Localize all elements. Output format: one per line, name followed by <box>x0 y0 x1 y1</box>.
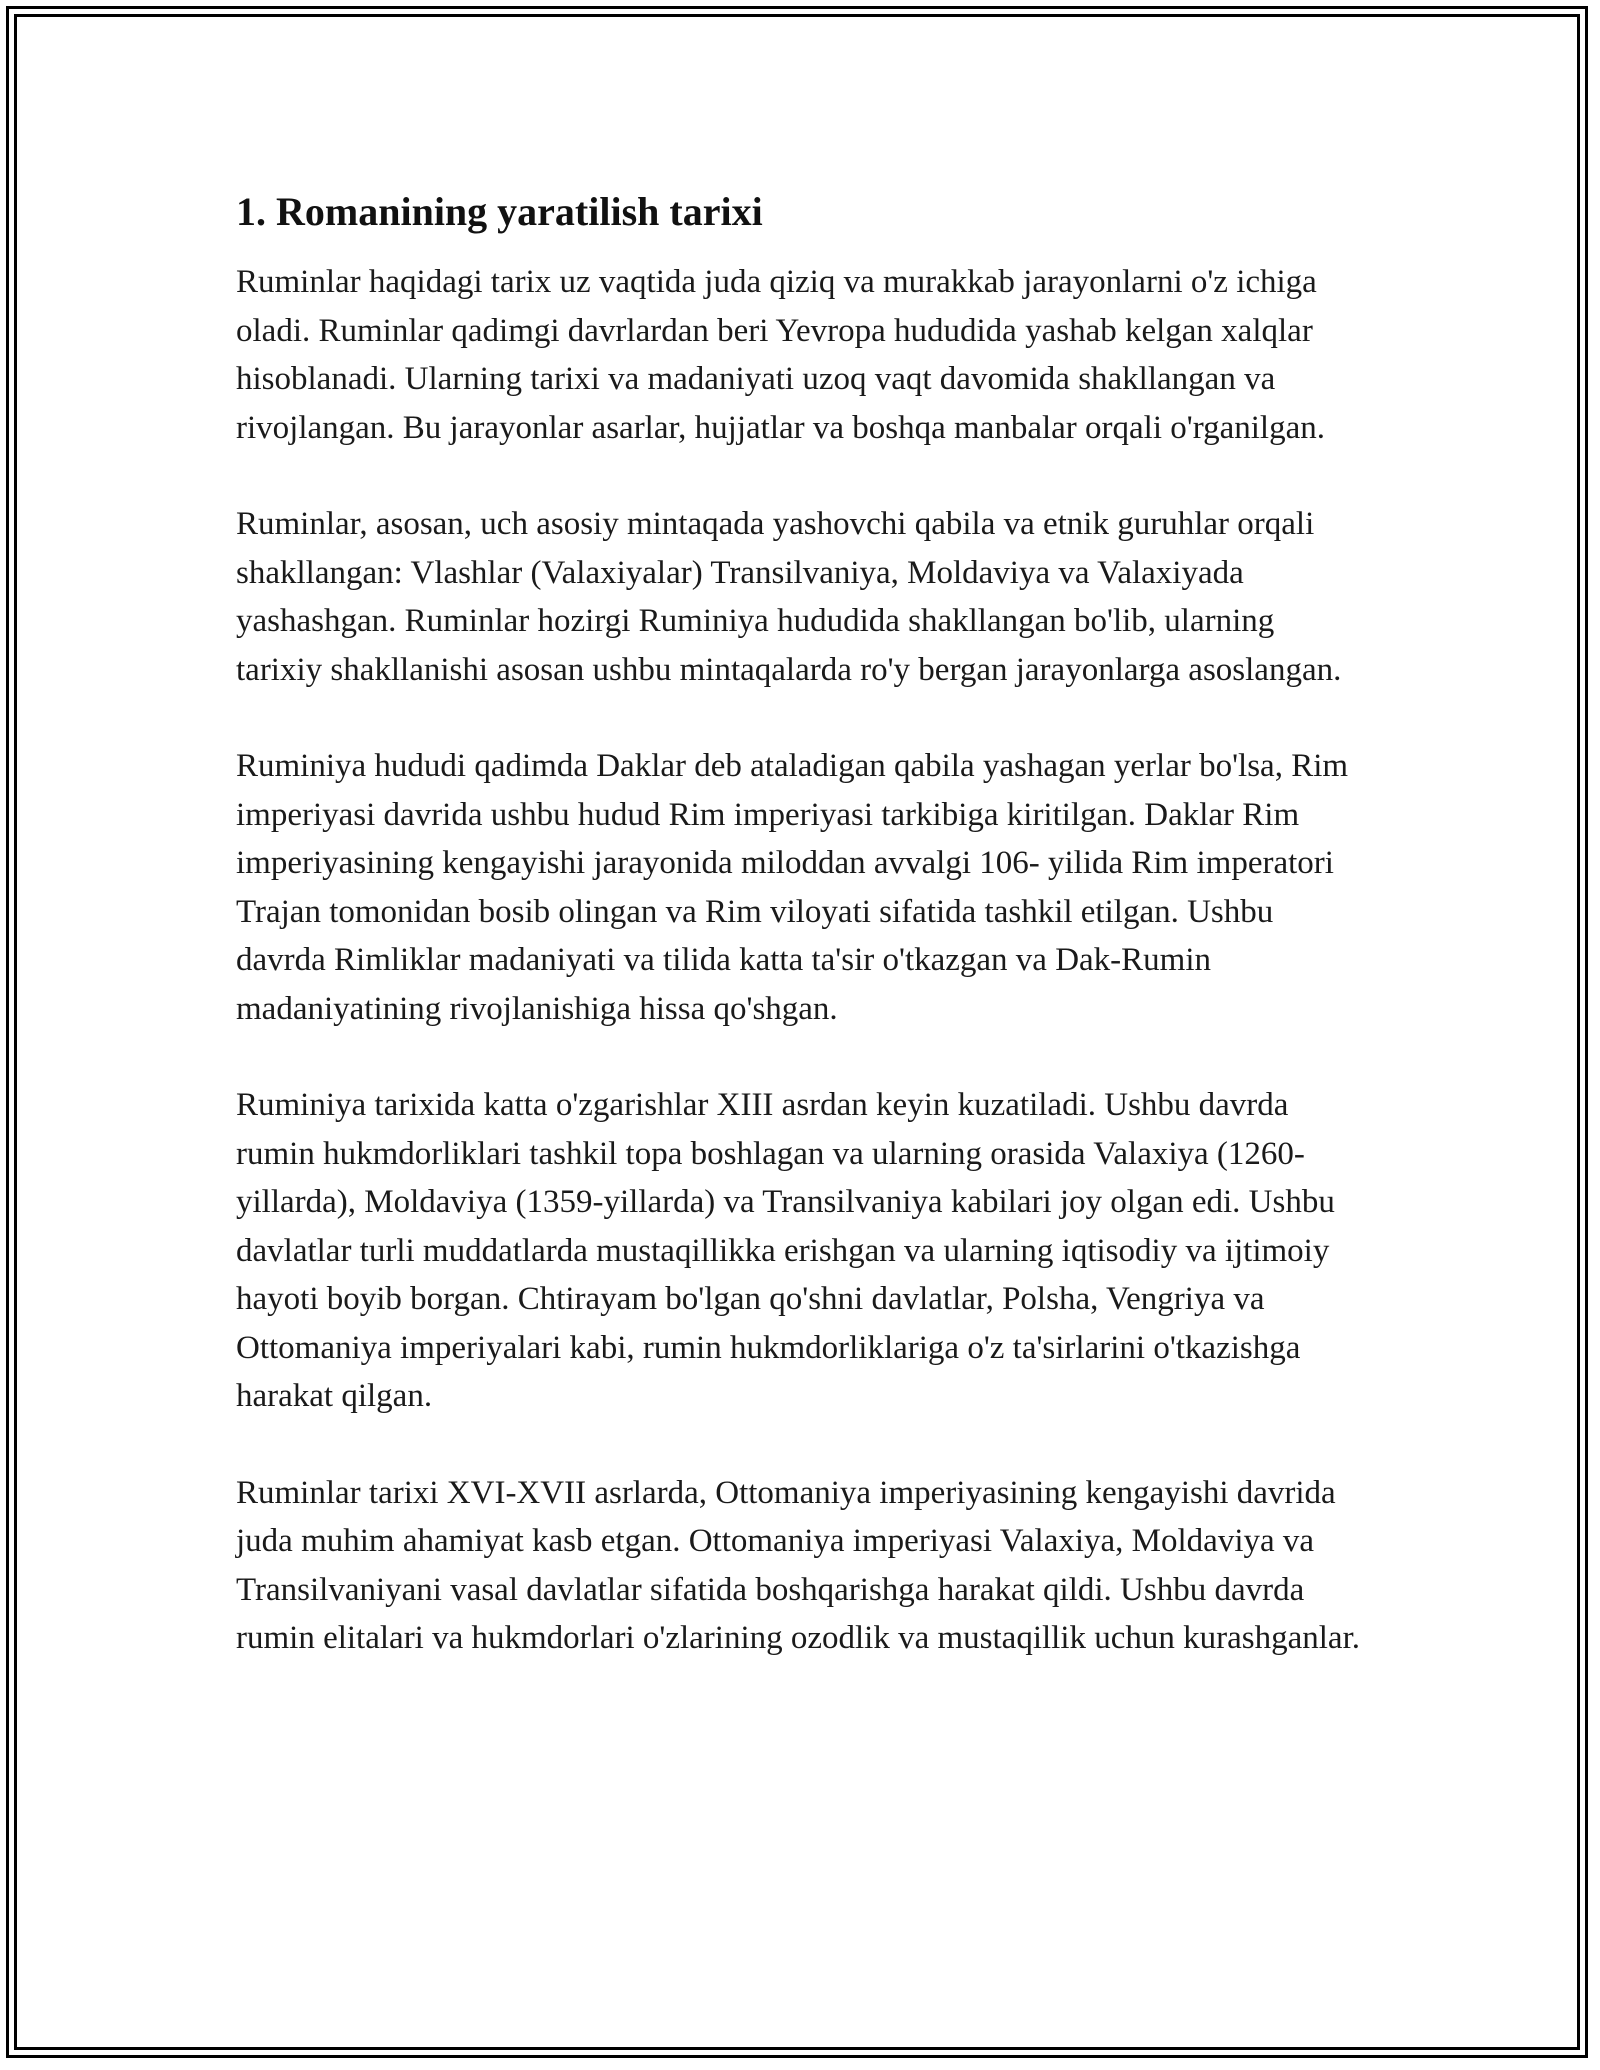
paragraph-3: Ruminiya hududi qadimda Daklar deb ataladigan qabila yashagan yerlar bo'lsa, Rim imperiyasi davrida ushbu hudud Rim imperiyasi tarkibiga kiritilgan. Daklar Rim imperiyasining kengayishi jarayonida miloddan avvalgi 106- yilida Rim imperatori Trajan tomonidan bosib olingan va Rim viloyati sifatida tashkil etilgan. Ushbu davrda Rimliklar madaniyati va tilida katta ta'sir o'tkazgan va Dak-Rumin madaniyatining rivojlanishiga hissa qo'shgan. <box>236 748 1349 1027</box>
paragraph-5: Ruminlar tarixi XVI-XVII asrlarda, Ottomaniya imperiyasining kengayishi davrida juda muhim ahamiyat kasb etgan. Ottomaniya imperiyasi Valaxiya, Moldaviya va Transilvaniyani vasal davlatlar sifatida boshqarishga harakat qildi. Ushbu davrda rumin elitalari va hukmdorlari o'zlarining ozodlik va mustaqillik uchun kurashganlar. <box>236 1474 1360 1656</box>
paragraph-2: Ruminlar, asosan, uch asosiy mintaqada yashovchi qabila va etnik guruhlar orqali shakllangan: Vlashlar (Valaxiyalar) Transilvaniya, Moldaviya va Valaxiyada yashashgan. Ruminlar hozirgi Ruminiya hududida shakllangan bo'lib, ularning tarixiy shakllanishi asosan ushbu mintaqalarda ro'y bergan jarayonlarga asoslangan. <box>236 506 1342 688</box>
paragraph-4: Ruminiya tarixida katta o'zgarishlar XIII asrdan keyin kuzatiladi. Ushbu davrda rumin hukmdorliklari tashkil topa boshlagan va ularning orasida Valaxiya (1260-yillarda), Moldaviya (1359-yillarda) va Transilvaniya kabilari joy olgan edi. Ushbu davlatlar turli muddatlarda mustaqillikka erishgan va ularning iqtisodiy va ijtimoiy hayoti boyib borgan. Chtirayam bo'lgan qo'shni davlatlar, Polsha, Vengriya va Ottomaniya imperiyalari kabi, rumin hukmdorliklariga o'z ta'sirlarini o'tkazishga harakat qilgan. <box>236 1087 1335 1414</box>
paragraph-1: Ruminlar haqidagi tarix uz vaqtida juda qiziq va murakkab jarayonlarni o'z ichiga oladi. Ruminlar qadimgi davrlardan beri Yevropa hududida yashab kelgan xalqlar hisoblanadi. Ularning tarixi va madaniyati uzoq vaqt davomida shakllangan va rivojlangan. Bu jarayonlar asarlar, hujjatlar va boshqa manbalar orqali o'rganilgan. <box>236 264 1325 446</box>
document-body <box>236 186 1366 1711</box>
section-heading: 1. Romanining yaratilish tarixi <box>236 189 763 234</box>
